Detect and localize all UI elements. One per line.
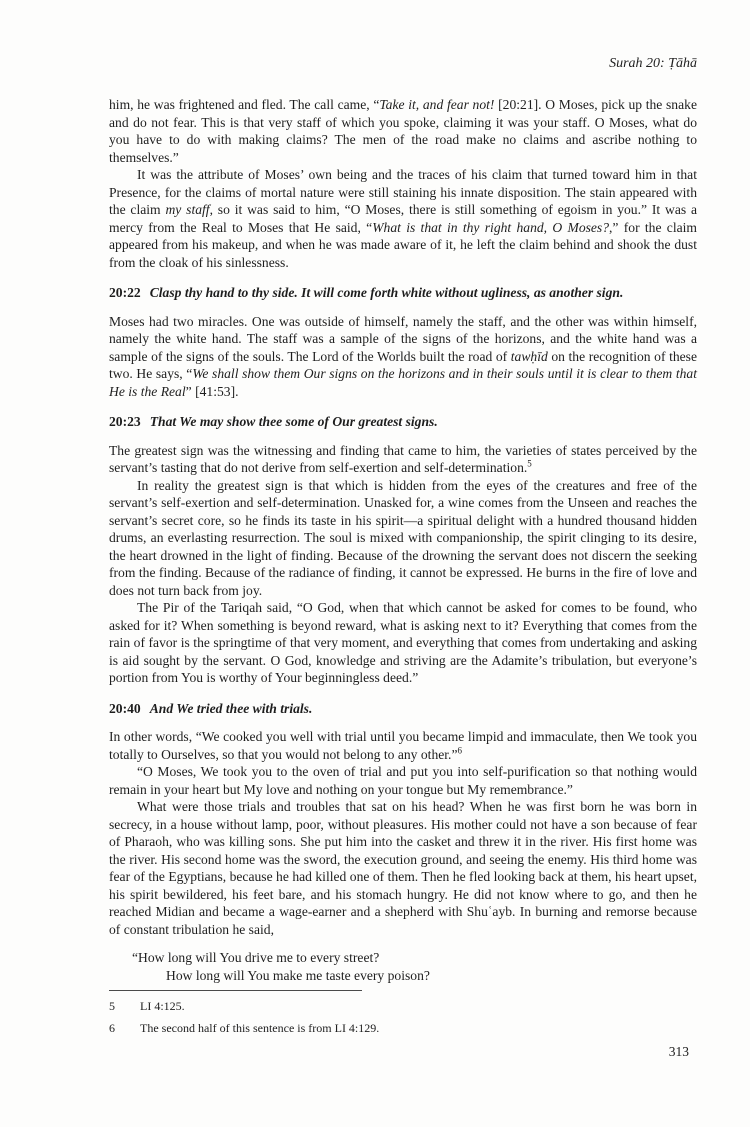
poem-block: [109, 949, 697, 984]
verse-number: 20:40: [109, 700, 141, 716]
verse-heading-20-23: [109, 413, 697, 431]
footnote: [109, 999, 697, 1014]
running-header: Surah 20: Ṭāhā: [609, 56, 697, 71]
footnote-reference-6: 6: [457, 744, 462, 755]
paragraph: [109, 442, 697, 477]
paragraph: [109, 728, 697, 763]
arabic-term: tawḥīd: [510, 348, 548, 364]
body-text: What were those trials and troubles that sat on his head? When he was first born he was born in secrecy, in a house without lamp, poor, without pleasures. His mother could not have a son because of fear of Pharaoh, who was killing sons. She put him into the casket and threw it in the river. His first home was the river. His second home was the sword, the execution ground, and seeing the enemy. His third home was fear of the Egyptians, because he had killed one of them. Then he fled looking back at them, his heart upset, his spirit bewildered, his feet bare, and his stomach hungry. He did not know where to go, and then he reached Midian and became a wage-earner and a shepherd with Shuʿayb. In burning and remorse because of constant tribulation he said,: [109, 799, 697, 937]
paragraph: [109, 96, 697, 166]
verse-number: 20:23: [109, 414, 141, 429]
footnote: [109, 1021, 697, 1036]
footnotes-section: [109, 990, 697, 1043]
body-text: on the recognition of these two. He says, “: [109, 348, 698, 381]
verse-heading-20-40: [109, 700, 697, 718]
body-text: him, he was frightened and fled. The call came, “: [109, 97, 380, 112]
paragraph: [109, 763, 697, 798]
body-text: The Pir of the Tariqah said, “O God, when that which cannot be asked for comes to be found, who asked for it? When something is beyond reward, what is asking next to it? Everything that comes from the rain of favor is the springtime of that very moment, and everything that comes from undertaking and asking is aid sought by the servant. O God, knowledge and striving are the Adamite’s tribulation, but everyone’s portion from You is worthy of Your beginningless deed.”: [109, 600, 697, 685]
body-text: It was the attribute of Moses’ own being and the traces of his claim that turned toward him in that Presence, for the claims of mortal nature were still staining his innate disposition. The stain appeared with the claim: [109, 167, 697, 217]
quran-quote: Take it, and fear not!: [379, 97, 495, 112]
footnote-reference-5: 5: [527, 458, 532, 469]
quran-quote: What is that in thy right hand, O Moses?: [372, 219, 610, 235]
verse-text: That We may show thee some of Our greatest signs.: [149, 414, 438, 429]
body-text: “O Moses, We took you to the oven of trial and put you into self-purification so that nothing would remain in your heart but My love and nothing on your tongue but My remembrance.”: [109, 764, 697, 797]
verse-heading-20-22: [109, 284, 697, 302]
body-text: , so it was said to him, “O Moses, there is still something of egoism in you.” It was a mercy from the Real to Moses that He said, “: [109, 202, 698, 235]
body-text: Moses had two miracles. One was outside of himself, namely the staff, and the other was within himself, namely the white hand. The staff was a sample of the signs of the horizons, and the white hand was a sample of the signs of the souls. The Lord of the Worlds built the road of: [109, 313, 697, 364]
quran-quote: We shall show them Our signs on the horizons and in their souls until it is clear to them that He is the Real: [109, 366, 697, 399]
body-text: [20:21]. O Moses, pick up the snake and do not fear. This is that very staff of which you spoke, claiming it was your staff. O Moses, what do you have to do with making claims? The men of the road make no claims and ascribe nothing to themselves.”: [109, 97, 697, 165]
footnote-number: 6: [109, 1021, 115, 1035]
text-block: [109, 96, 697, 984]
poem-line: “How long will You drive me to every street?: [132, 950, 380, 965]
footnote-number: 5: [109, 999, 115, 1013]
footnote-text: The second half of this sentence is from LI 4:129.: [140, 1021, 380, 1035]
paragraph: [109, 599, 697, 687]
poem-line: How long will You make me taste every poison?: [166, 967, 430, 983]
paragraph: [109, 477, 697, 600]
paragraph: [109, 313, 697, 401]
footnote-text: LI 4:125.: [140, 999, 185, 1013]
body-text: In reality the greatest sign is that which is hidden from the eyes of the creatures and free of the servant’s self-exertion and self-determination. Unasked for, a wine comes from the Unseen and reaches the servant’s secret core, so he finds its taste in his spirit—a spiritual delight with a hundred thousand hidden drums, an everlasting resurrection. The soul is mixed with companionship, the spirit clinging to its desire, the heart drowned in the light of finding. Because of the drowning the servant does not discern the seeking from the finding. Because of the radiance of finding, it cannot be expressed. He burns in the fire of love and does not turn back from joy.: [109, 477, 697, 598]
body-text: The greatest sign was the witnessing and finding that came to him, the varieties of states perceived by the servant’s tasting that do not derive from self-exertion and self-determination.: [109, 442, 697, 475]
verse-text: And We tried thee with trials.: [149, 700, 313, 716]
body-text: In other words, “We cooked you well with trial until you became limpid and immaculate, then We took you totally to Ourselves, so that you would not belong to any other.”: [109, 729, 697, 762]
body-text: ,” for the claim appeared from his makeup, and when he was made aware of it, he left the claim behind and shook the dust from the cloak of his sinlessness.: [109, 219, 697, 270]
page-number: 313: [668, 1044, 689, 1059]
paragraph: [109, 798, 697, 938]
verse-text: Clasp thy hand to thy side. It will come forth white without ugliness, as another sign.: [149, 285, 624, 300]
body-text: ” [41:53].: [185, 383, 239, 399]
paragraph: [109, 166, 697, 271]
footnote-separator-rule: [109, 990, 362, 991]
emphasis-text: my staff: [165, 202, 210, 217]
verse-number: 20:22: [109, 285, 141, 300]
